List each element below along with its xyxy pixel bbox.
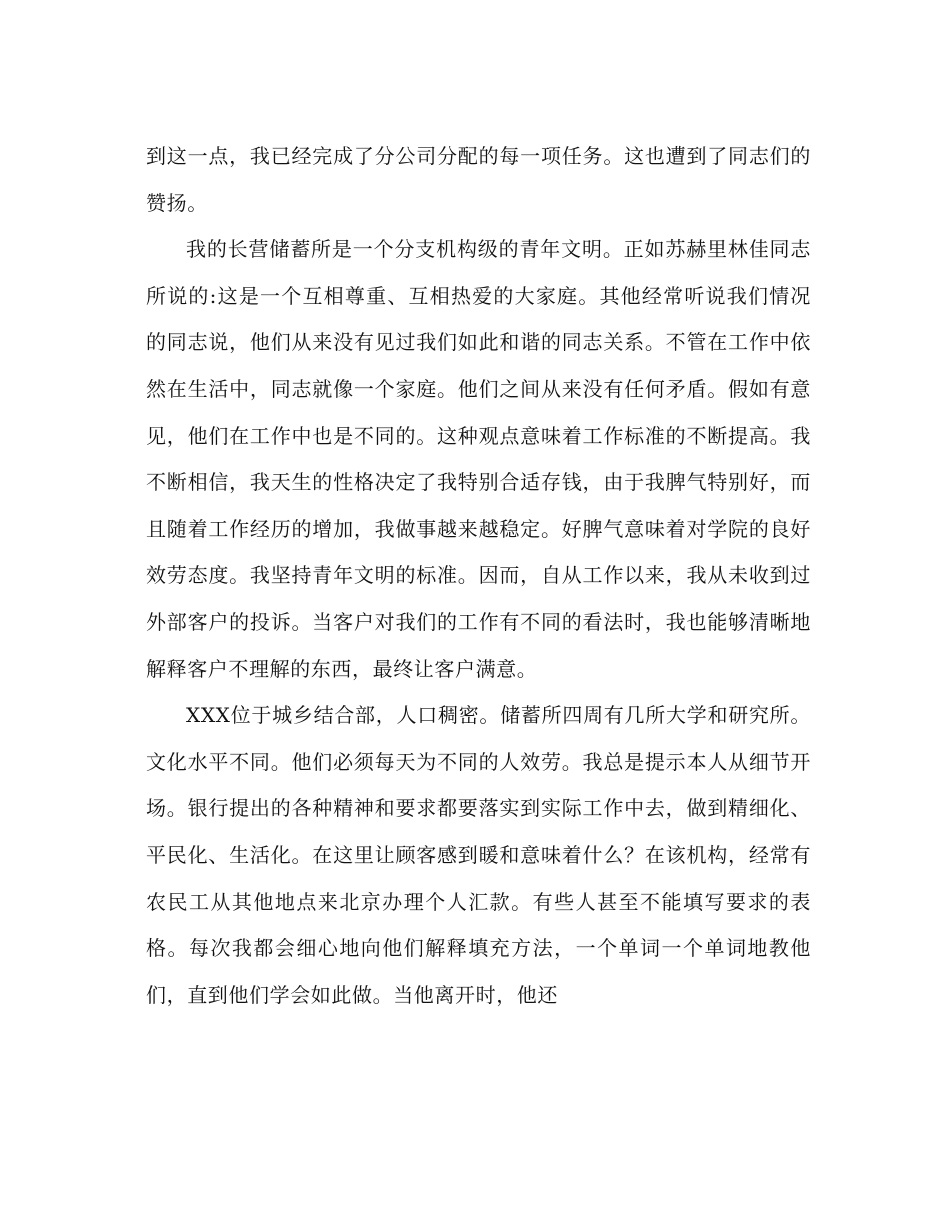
document-body: [146, 133, 811, 1018]
paragraph-1: 到这一点，我已经完成了分公司分配的每一项任务。这也遭到了同志们的赞扬。: [146, 144, 811, 215]
paragraph-3: XXX位于城乡结合部，人口稠密。储蓄所四周有几所大学和研究所。文化水平不同。他们必须每天为不同的人效劳。我总是提示本人从细节开场。银行提出的各种精神和要求都要落实到实际工作中去，做到精细化、平民化、生活化。在这里让顾客感到暖和意味着什么？在该机构，经常有农民工从其他地点来北京办理个人汇款。有些人甚至不能填写要求的表格。每次我都会细心地向他们解释填充方法，一个单词一个单词地教他们，直到他们学会如此做。当他离开时，他还: [146, 703, 811, 1007]
paragraph-2: 我的长营储蓄所是一个分支机构级的青年文明。正如苏赫里林佳同志所说的:这是一个互相尊重、互相热爱的大家庭。其他经常听说我们情况的同志说，他们从来没有见过我们如此和谐的同志关系。不管在工作中依然在生活中，同志就像一个家庭。他们之间从来没有任何矛盾。假如有意见，他们在工作中也是不同的。这种观点意味着工作标准的不断提高。我不断相信，我天生的性格决定了我特别合适存钱，由于我脾气特别好，而且随着工作经历的增加，我做事越来越稳定。好脾气意味着对学院的良好效劳态度。我坚持青年文明的标准。因而，自从工作以来，我从未收到过外部客户的投诉。当客户对我们的工作有不同的看法时，我也能够清晰地解释客户不理解的东西，最终让客户满意。: [146, 237, 811, 681]
